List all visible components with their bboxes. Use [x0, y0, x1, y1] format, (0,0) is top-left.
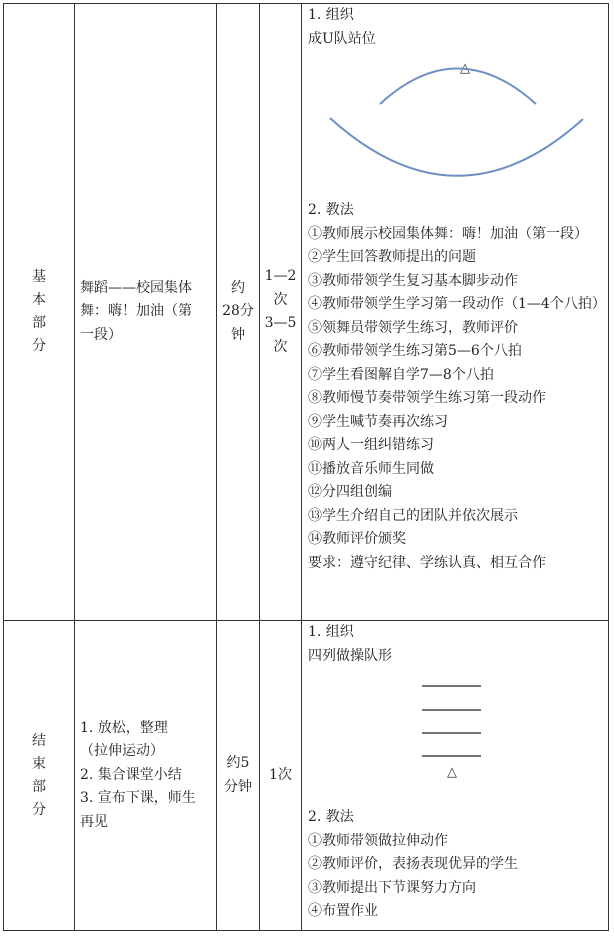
- times-cell: [260, 4, 302, 621]
- section-char: 部: [32, 315, 46, 331]
- method-item: ⑭教师评价颁奖: [308, 531, 406, 547]
- requirement: 要求：遵守纪律、学练认真、相互合作: [308, 554, 546, 571]
- lesson-plan-table: [3, 3, 609, 931]
- method-item: ②教师评价，表扬表现优异的学生: [308, 856, 518, 872]
- duration-line: 约: [231, 279, 245, 296]
- method-item: ①教师展示校园集体舞：嗨！加油（第一段）: [308, 225, 588, 242]
- section-char: 本: [32, 292, 46, 308]
- method-item: ⑦学生看图解自学7—8个八拍: [308, 366, 494, 383]
- times-line: 次: [273, 338, 288, 355]
- teacher-triangle: △: [460, 61, 470, 76]
- table-row: [4, 621, 609, 931]
- method-cell: [302, 4, 609, 621]
- method-item: ⑬学生介绍自己的团队并依次展示: [308, 507, 518, 524]
- content-cell: [75, 4, 217, 621]
- org-text: 成U队站位: [308, 30, 376, 47]
- content-line: 3. 宣布下课，师生: [80, 790, 196, 807]
- method-item: ⑨学生喊节奏再次练习: [308, 413, 448, 430]
- method-item: ③教师带领学生复习基本脚步动作: [308, 272, 518, 289]
- table-row: [4, 4, 609, 621]
- method-item: ④布置作业: [308, 903, 378, 919]
- four-column-formation-diagram: [308, 668, 598, 806]
- times-cell: [260, 621, 302, 931]
- times-line: 次: [273, 291, 288, 308]
- duration-line: 约5: [226, 755, 250, 771]
- content-cell: [75, 621, 217, 931]
- method-item: ②学生回答教师提出的问题: [308, 249, 476, 265]
- method-cell: [302, 621, 609, 931]
- duration-cell: [217, 4, 260, 621]
- content-line: 一段）: [80, 326, 122, 343]
- method-item: ⑥教师带领学生练习第5—6个八拍: [308, 343, 522, 359]
- method-item: ⑪播放音乐师生同做: [308, 460, 434, 477]
- times-line: 1—2: [264, 268, 297, 284]
- method-item: ④教师带领学生学习第一段动作（1—4个八拍）: [308, 296, 606, 312]
- duration-line: 钟: [231, 326, 245, 343]
- outer-arc: [330, 118, 583, 176]
- org-text: 四列做操队形: [308, 647, 392, 664]
- u-formation-diagram: [308, 51, 598, 199]
- org-title: 1. 组织: [308, 624, 354, 640]
- method-item: ⑩两人一组纠错练习: [308, 437, 434, 453]
- method-title: 2. 教法: [308, 202, 354, 218]
- method-item: ⑫分四组创编: [308, 484, 392, 500]
- content-line: 舞蹈——校园集体: [80, 279, 192, 296]
- section-cell: [4, 4, 75, 621]
- duration-line: 分钟: [224, 778, 252, 795]
- section-char: 基: [32, 269, 46, 285]
- section-char: 分: [32, 338, 46, 354]
- section-char: 部: [32, 778, 46, 795]
- duration-line: 28分: [222, 303, 254, 320]
- org-title: 1. 组织: [308, 7, 354, 23]
- method-item: ⑧教师慢节奏带领学生练习第一段动作: [308, 390, 546, 406]
- teacher-triangle: △: [447, 765, 457, 780]
- content-line: （拉伸运动）: [80, 743, 164, 760]
- section-char: 结: [32, 732, 46, 749]
- times-line: 1次: [269, 766, 292, 783]
- content-line: 1. 放松，整理: [80, 719, 168, 736]
- duration-cell: [217, 621, 260, 931]
- inner-arc: [380, 69, 536, 105]
- method-title: 2. 教法: [308, 809, 354, 825]
- method-item: ③教师提出下节课努力方向: [308, 879, 476, 896]
- content-line: 舞：嗨！加油（第: [80, 303, 192, 320]
- method-item: ①教师带领做拉伸动作: [308, 832, 448, 849]
- content-line: 2. 集合课堂小结: [80, 766, 182, 783]
- method-item: ⑤领舞员带领学生练习，教师评价: [308, 319, 518, 336]
- times-line: 3—5: [264, 315, 297, 331]
- section-cell: [4, 621, 75, 931]
- section-char: 束: [32, 755, 46, 772]
- section-char: 分: [32, 801, 46, 818]
- content-line: 再见: [80, 813, 108, 830]
